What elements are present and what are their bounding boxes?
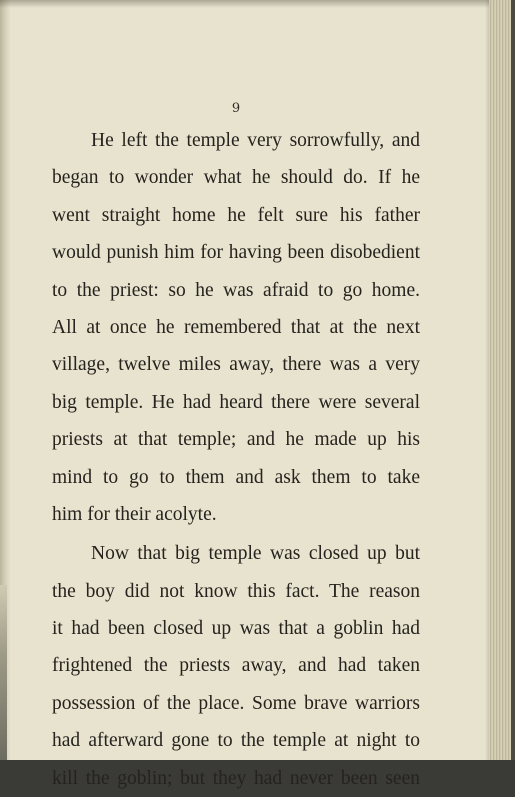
text-line: had afterward gone to the temple at night to [52,730,420,752]
body-text [52,122,420,797]
text-line: He left the temple very sorrowfully, and [91,130,420,151]
text-line: it had been closed up was that a goblin had [52,618,420,640]
text-line: him for their acolyte. [52,503,217,525]
text-line: would punish him for having been disobedient [52,242,420,264]
text-line: big temple. He had heard there were several [52,391,420,413]
text-line: went straight home he felt sure his father [52,204,420,226]
text-line: the boy did not know this fact. The reason [52,580,420,602]
paragraph-1 [52,122,420,533]
text-line: frightened the priests away, and had taken [52,655,420,677]
page-number: 9 [231,101,241,116]
text-line: began to wonder what he should do. If he [52,167,420,189]
text-line: priests at that temple; and he made up his [52,429,420,451]
text-line: possession of the place. Some brave warriors [52,692,420,714]
text-line: village, twelve miles away, there was a very [52,354,420,376]
text-line: mind to go to them and ask them to take [52,466,420,488]
binding-shadow [0,585,7,760]
text-line: Now that big temple was closed up but [91,543,420,565]
paragraph-2 [52,535,420,797]
scan-border [511,0,515,760]
text-line: kill the goblin; but they had never been seen [52,767,420,789]
text-line: All at once he remembered that at the next [52,316,420,338]
text-line: to the priest: so he was afraid to go home. [52,279,420,301]
top-edge-shadow [0,0,515,8]
